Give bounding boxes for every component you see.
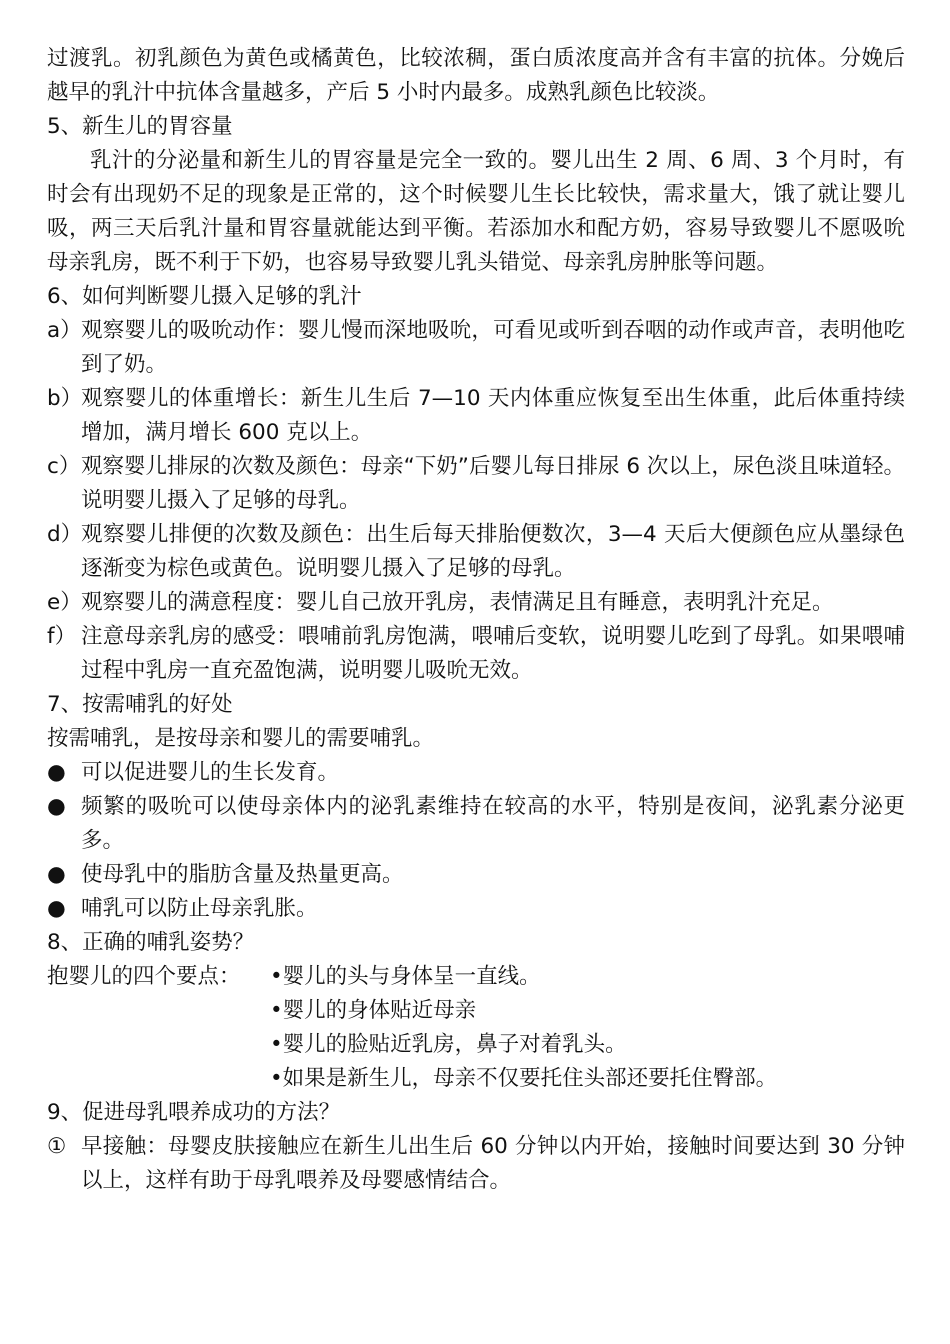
list-item — [47, 382, 905, 450]
list-item — [47, 450, 905, 518]
section-5-body: 乳汁的分泌量和新生儿的胃容量是完全一致的。婴儿出生 2 周、6 周、3 个月时，有时会有出现奶不足的现象是正常的，这个时候婴儿生长比较快，需求量大，饿了就让婴儿吸，两三天后乳汁量和胃容量就能达到平衡。若添加水和配方奶，容易导致婴儿不愿吸吮母亲乳房，既不利于下奶，也容易导致婴儿乳头错觉、母亲乳房肿胀等问题。 — [47, 148, 905, 275]
section-6-list — [47, 314, 905, 688]
intro-paragraph: 过渡乳。初乳颜色为黄色或橘黄色，比较浓稠，蛋白质浓度高并含有丰富的抗体。分娩后越早的乳汁中抗体含量越多，产后 5 小时内最多。成熟乳颜色比较淡。 — [47, 46, 905, 105]
item-text: 观察婴儿的吸吮动作：婴儿慢而深地吸吮，可看见或听到吞咽的动作或声音，表明他吃到了奶。 — [81, 318, 905, 377]
bullet-icon: ● — [47, 760, 66, 785]
section-7-heading: 7、按需哺乳的好处 — [47, 692, 233, 717]
item-label: b） — [47, 386, 83, 411]
section-6-heading: 6、如何判断婴儿摄入足够的乳汁 — [47, 284, 362, 309]
bullet-item — [47, 858, 905, 892]
bullet-icon: ● — [47, 862, 66, 887]
item-text: 早接触：母婴皮肤接触应在新生儿出生后 60 分钟以内开始，接触时间要达到 30 分钟以上，这样有助于母乳喂养及母婴感情结合。 — [81, 1134, 905, 1193]
item-text: 观察婴儿的体重增长：新生儿生后 7—10 天内体重应恢复至出生体重，此后体重持续增加，满月增长 600 克以上。 — [81, 386, 905, 445]
holding-point: •如果是新生儿，母亲不仅要托住头部还要托住臀部。 — [270, 1066, 778, 1091]
bullet-text: 频繁的吸吮可以使母亲体内的泌乳素维持在较高的水平，特别是夜间，泌乳素分泌更多。 — [81, 794, 905, 853]
item-text: 观察婴儿的满意程度：婴儿自己放开乳房，表情满足且有睡意，表明乳汁充足。 — [81, 590, 834, 615]
holding-points — [47, 960, 905, 1096]
bullet-icon: ● — [47, 896, 66, 921]
item-text: 观察婴儿排便的次数及颜色：出生后每天排胎便数次，3—4 天后大便颜色应从墨绿色逐渐变为棕色或黄色。说明婴儿摄入了足够的母乳。 — [81, 522, 905, 581]
list-item — [47, 1130, 905, 1198]
item-label: f） — [47, 624, 77, 649]
holding-point: •婴儿的身体贴近母亲 — [270, 998, 477, 1023]
section-7-bullets — [47, 756, 905, 926]
item-text: 观察婴儿排尿的次数及颜色：母亲“下奶”后婴儿每日排尿 6 次以上，尿色淡且味道轻。说明婴儿摄入了足够的母乳。 — [81, 454, 905, 513]
item-label: a） — [47, 318, 82, 343]
holding-points-list — [270, 960, 905, 1096]
circled-number: ① — [47, 1134, 67, 1159]
document-page — [47, 42, 905, 1198]
bullet-item — [47, 790, 905, 858]
item-label: e） — [47, 590, 82, 615]
bullet-item — [47, 892, 905, 926]
item-label: d） — [47, 522, 83, 547]
holding-point: •婴儿的头与身体呈一直线。 — [270, 964, 541, 989]
list-item — [47, 314, 905, 382]
list-item — [47, 586, 905, 620]
item-label: c） — [47, 454, 81, 479]
item-text: 注意母亲乳房的感受：喂哺前乳房饱满，喂哺后变软，说明婴儿吃到了母乳。如果喂哺过程中乳房一直充盈饱满，说明婴儿吸吮无效。 — [81, 624, 905, 683]
holding-point: •婴儿的脸贴近乳房，鼻子对着乳头。 — [270, 1032, 627, 1057]
list-item — [47, 518, 905, 586]
bullet-item — [47, 756, 905, 790]
bullet-text: 使母乳中的脂肪含量及热量更高。 — [81, 862, 404, 887]
section-8-heading: 8、正确的哺乳姿势？ — [47, 930, 255, 955]
list-item — [47, 620, 905, 688]
bullet-icon: ● — [47, 794, 66, 819]
bullet-text: 哺乳可以防止母亲乳胀。 — [81, 896, 318, 921]
holding-points-lead: 抱婴儿的四个要点： — [47, 964, 241, 989]
bullet-text: 可以促进婴儿的生长发育。 — [81, 760, 340, 785]
section-7-lead: 按需哺乳，是按母亲和婴儿的需要哺乳。 — [47, 726, 435, 751]
section-9-heading: 9、促进母乳喂养成功的方法？ — [47, 1100, 341, 1125]
section-5-heading: 5、新生儿的胃容量 — [47, 114, 233, 139]
